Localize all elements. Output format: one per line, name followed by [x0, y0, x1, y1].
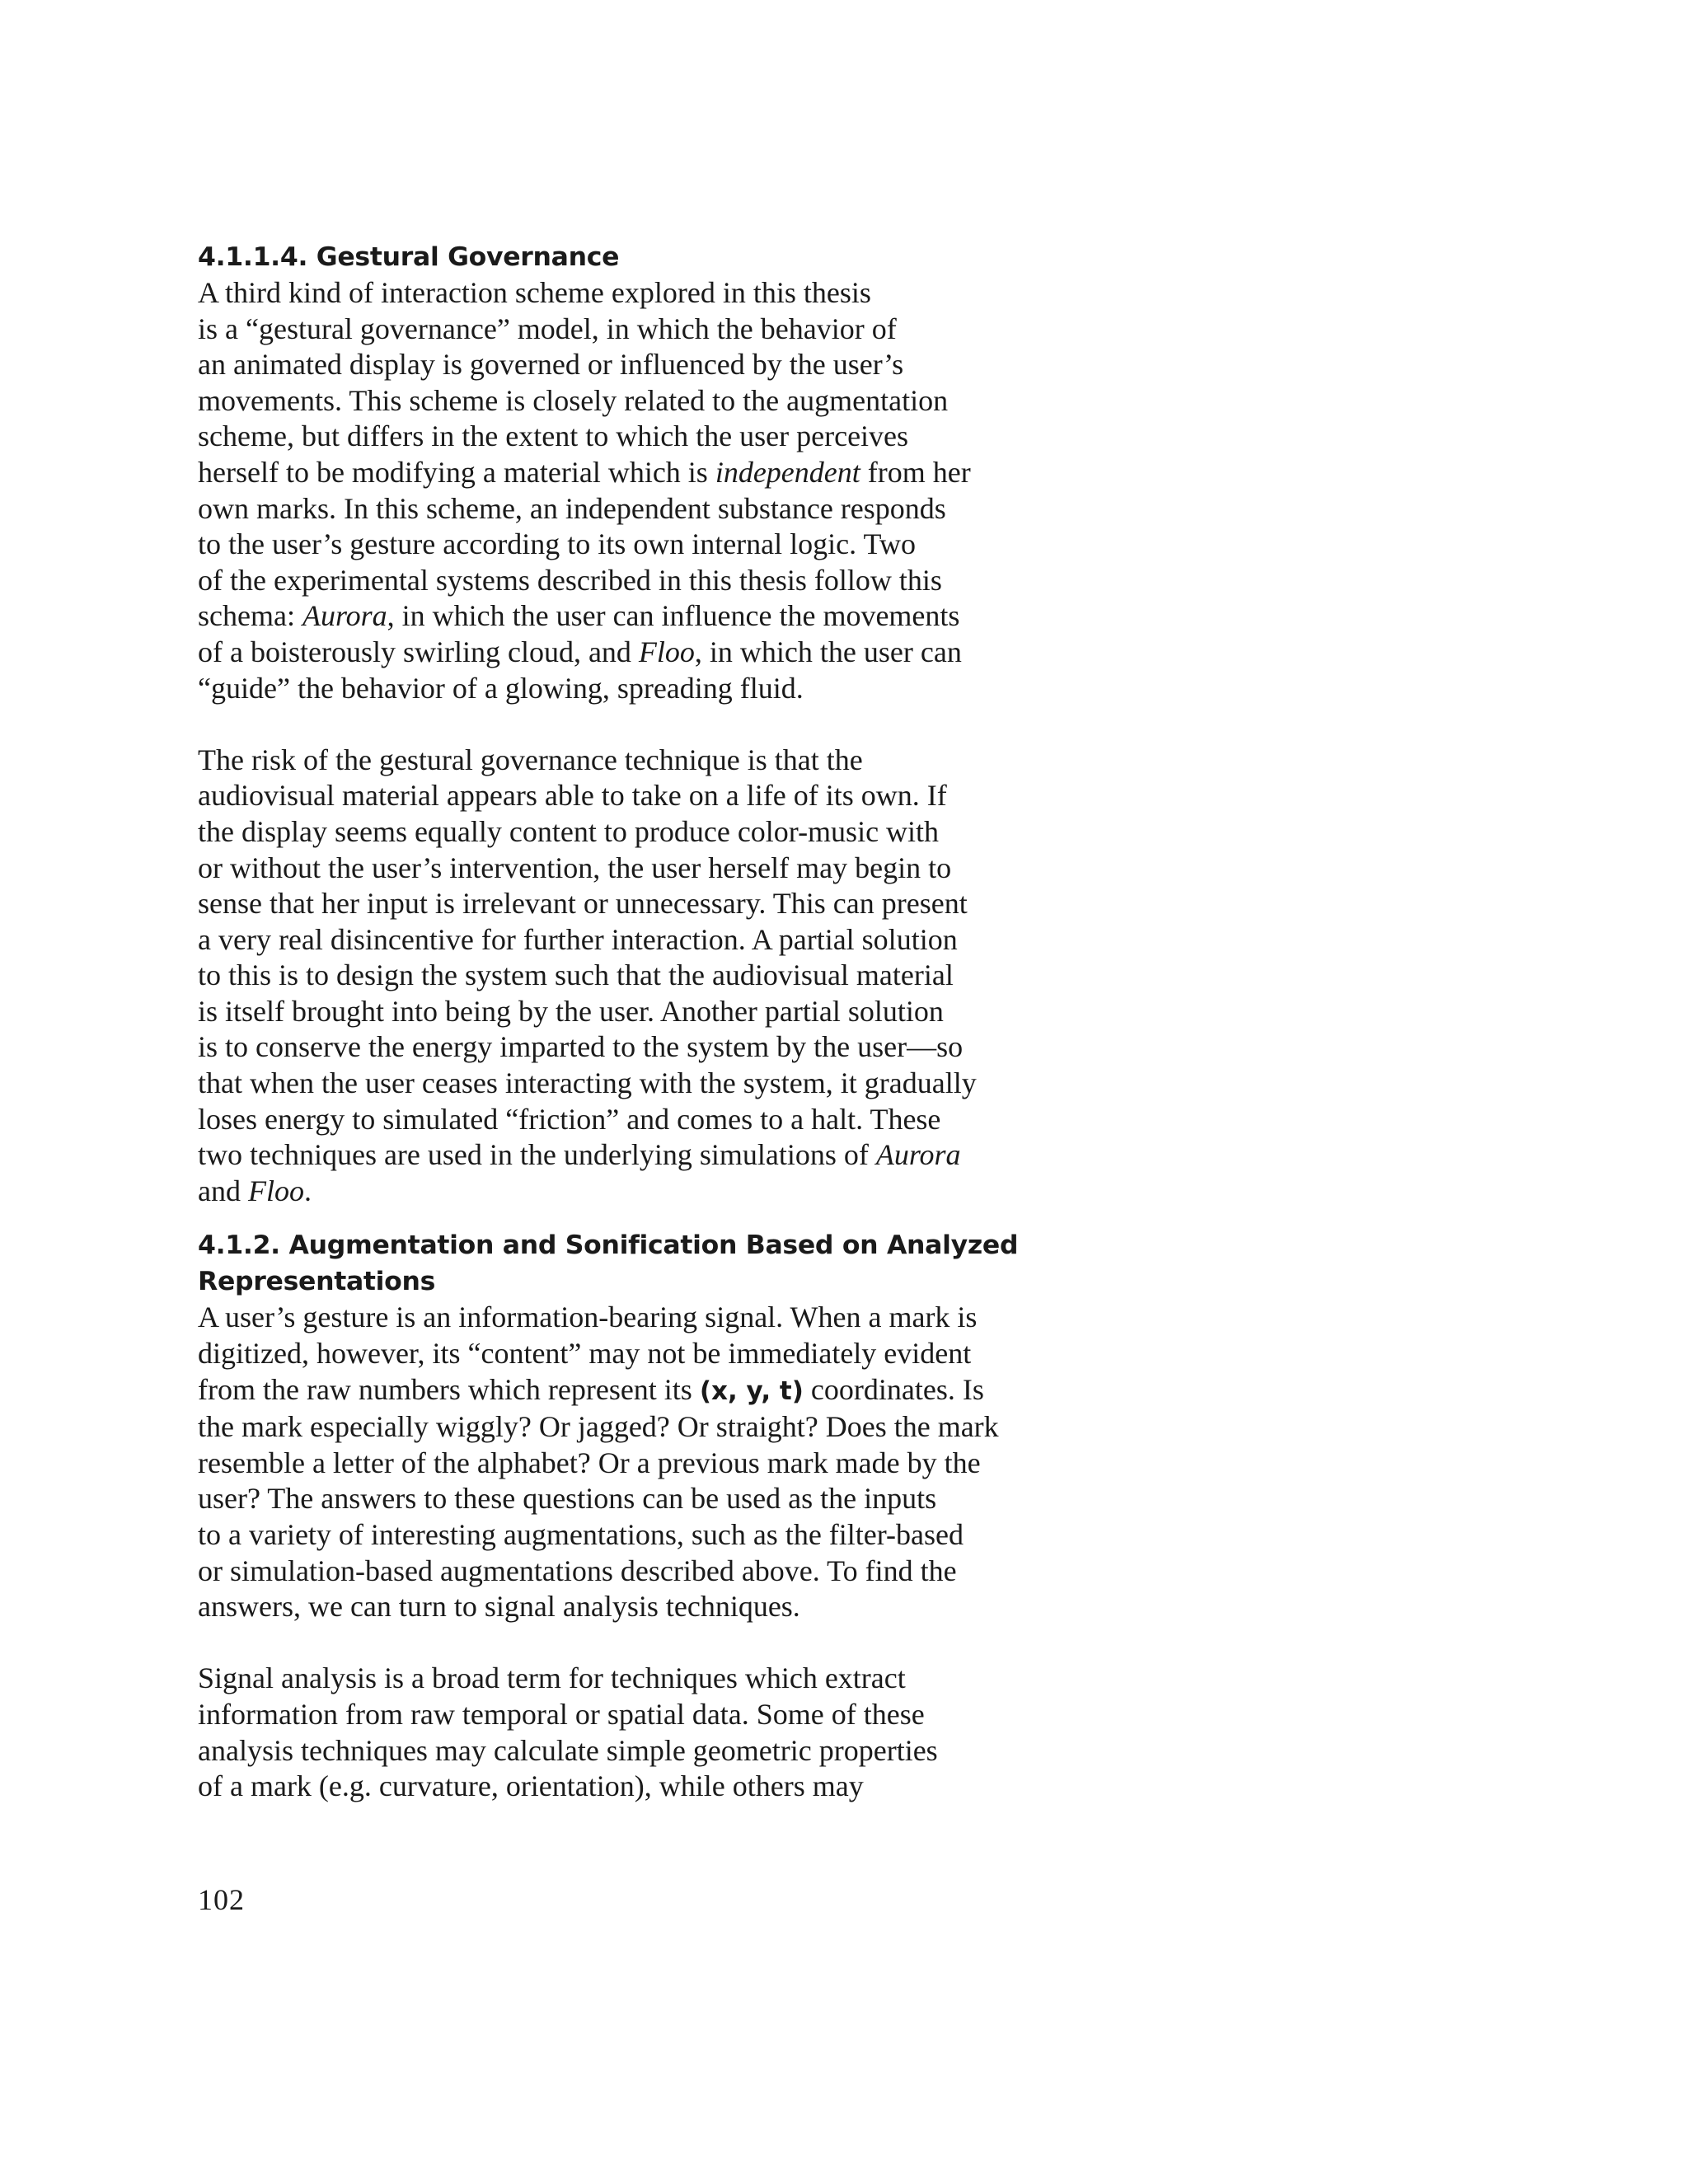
text-line: a very real disincentive for further interaction. A partial solution [198, 922, 958, 956]
text-line: to the user’s gesture according to its own internal logic. Two [198, 527, 916, 561]
section-heading-gestural-governance: 4.1.1.4. Gestural Governance [198, 242, 620, 272]
text-line: resemble a letter of the alphabet? Or a previous mark made by the [198, 1446, 981, 1479]
text-line [198, 598, 1055, 635]
emphasis-floo: Floo [247, 1174, 304, 1207]
text-run: from her [860, 455, 971, 489]
text-line: user? The answers to these questions can be used as the inputs [198, 1482, 937, 1516]
text-line: the mark especially wiggly? Or jagged? Or straight? Does the mark [198, 1410, 999, 1444]
paragraph-signal-analysis [198, 1661, 1055, 1804]
text-line [198, 1137, 1055, 1174]
paragraph-gesture-signal [198, 1300, 1055, 1624]
text-line: or simulation-based augmentations described above. To find the [198, 1554, 957, 1587]
text-line: to this is to design the system such that the audiovisual material [198, 958, 954, 992]
text-run: two techniques are used in the underlying simulations of [198, 1138, 876, 1172]
emphasis-floo: Floo [638, 635, 695, 668]
text-line: is a “gestural governance” model, in which the behavior of [198, 312, 897, 345]
text-line: is to conserve the energy imparted to the system by the user—so [198, 1030, 964, 1064]
text-line: to a variety of interesting augmentations, such as the filter-based [198, 1518, 964, 1551]
section-heading-augmentation-sonification-cont: Representations [198, 1267, 436, 1297]
text-line: of the experimental systems described in this thesis follow this [198, 563, 942, 597]
section-heading-augmentation-sonification: 4.1.2. Augmentation and Sonification Based on Analyzed [198, 1230, 1019, 1261]
coordinates-term: (x, y, t) [699, 1376, 804, 1406]
text-line: audiovisual material appears able to take on a life of its own. If [198, 779, 947, 813]
text-line: The risk of the gestural governance technique is that the [198, 743, 863, 776]
paragraph-gestural-governance-risk [198, 743, 1055, 1210]
emphasis-aurora: Aurora [875, 1138, 961, 1172]
text-line: that when the user ceases interacting with the system, it gradually [198, 1066, 977, 1100]
text-run: , in which the user can [694, 635, 962, 668]
text-line: sense that her input is irrelevant or unnecessary. This can present [198, 887, 968, 921]
text-run: . [303, 1174, 312, 1207]
text-line: of a mark (e.g. curvature, orientation), while others may [198, 1769, 864, 1803]
text-line: digitized, however, its “content” may not be immediately evident [198, 1337, 972, 1371]
text-run: , in which the user can influence the movements [387, 599, 960, 633]
text-line: or without the user’s intervention, the user herself may begin to [198, 851, 952, 884]
text-run: from the raw numbers which represent its [198, 1372, 700, 1406]
text-line: “guide” the behavior of a glowing, spreading fluid. [198, 671, 804, 705]
text-line: loses energy to simulated “friction” and comes to a halt. These [198, 1102, 941, 1136]
text-run: of a boisterously swirling cloud, and [198, 635, 639, 668]
emphasis-independent: independent [715, 455, 860, 489]
emphasis-aurora: Aurora [302, 599, 387, 633]
text-line: Signal analysis is a broad term for techniques which extract [198, 1661, 906, 1695]
paragraph-gestural-governance-intro [198, 275, 1055, 706]
text-line: analysis techniques may calculate simple geometric properties [198, 1733, 938, 1767]
page-number: 102 [198, 1883, 245, 1916]
text-line: is itself brought into being by the user. Another partial solution [198, 994, 944, 1028]
text-line: an animated display is governed or influenced by the user’s [198, 348, 904, 382]
text-line [198, 1372, 1055, 1410]
text-line: A user’s gesture is an information-bearing signal. When a mark is [198, 1301, 978, 1334]
text-line: own marks. In this scheme, an independent substance responds [198, 491, 946, 525]
text-run: herself to be modifying a material which is [198, 455, 715, 489]
text-line: information from raw temporal or spatial data. Some of these [198, 1697, 925, 1731]
text-line: movements. This scheme is closely related to the augmentation [198, 383, 949, 417]
paragraph-spacer [198, 706, 1055, 743]
section-spacer [198, 1209, 1055, 1227]
text-line: scheme, but differs in the extent to which the user perceives [198, 419, 909, 453]
text-line: the display seems equally content to produce color-music with [198, 814, 940, 848]
text-run: schema: [198, 599, 302, 633]
paragraph-spacer [198, 1625, 1055, 1661]
text-run: and [198, 1174, 248, 1207]
text-line: answers, we can turn to signal analysis techniques. [198, 1590, 800, 1624]
page-body [198, 239, 1055, 1805]
text-line: A third kind of interaction scheme explored in this thesis [198, 276, 871, 309]
text-line [198, 635, 1055, 671]
text-line [198, 1174, 1055, 1210]
text-run: coordinates. Is [803, 1372, 984, 1406]
text-line [198, 455, 1055, 491]
